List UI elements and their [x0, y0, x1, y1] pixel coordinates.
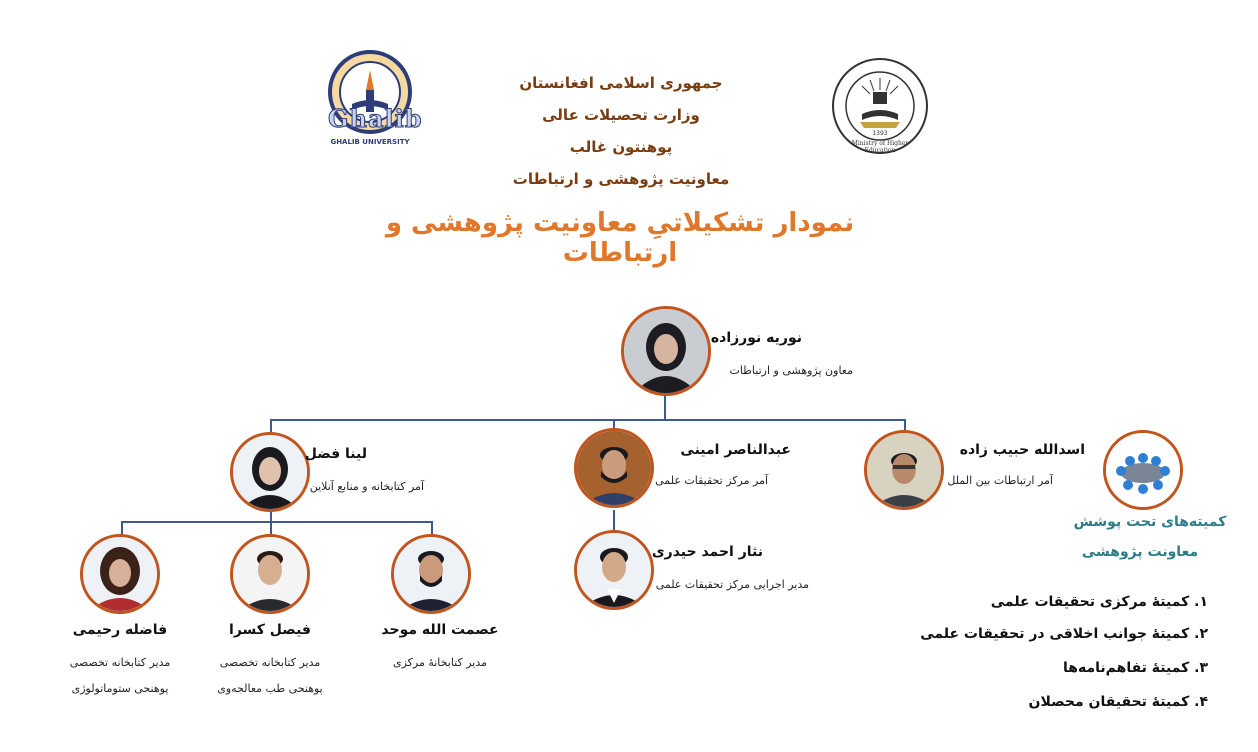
- connector-lina-drop: [270, 419, 272, 433]
- lina-name: لینا فضل: [304, 446, 367, 462]
- asadullah-role: آمر ارتباطات بین الملل: [947, 474, 1053, 487]
- nisar-photo: [574, 530, 654, 610]
- connector-esmat-drop: [431, 521, 433, 535]
- committees-title-2: معاونت پژوهشی: [1081, 544, 1199, 560]
- header-line-4: معاونیت پژوهشی و ارتباطات: [512, 170, 730, 188]
- ghalib-logo-text: Ghalib: [328, 104, 423, 133]
- committee-item: ۴. کمیتهٔ تحقیقان محصلان: [1028, 694, 1208, 710]
- header-line-2: وزارت تحصیلات عالی: [542, 106, 700, 124]
- head-role: معاون پژوهشی و ارتباطات: [729, 364, 853, 377]
- abdulnaser-name: عبدالناصر امینی: [680, 442, 791, 458]
- connector-faisal-drop: [270, 521, 272, 535]
- committee-item: ۲. کمیتهٔ جوانب اخلاقی در تحقیقات علمی: [920, 626, 1208, 642]
- faisal-role-2: پوهنحی طب معالجه‌وی: [217, 682, 323, 695]
- head-name: نوریه نورزاده: [710, 330, 802, 346]
- abdulnaser-role: آمر مرکز تحقیقات علمی: [655, 474, 768, 487]
- ghalib-logo-caption: GHALIB UNIVERSITY: [330, 138, 410, 146]
- esmat-name: عصمت الله موحد: [381, 622, 499, 638]
- connector-level2-bar: [121, 521, 433, 523]
- lina-role: آمر کتابخانه و منابع آنلاین: [309, 480, 424, 493]
- header-line-3: پوهنتون غالب: [569, 138, 673, 156]
- nisar-name: نثار احمد حیدری: [651, 544, 763, 560]
- lina-photo: [230, 432, 310, 512]
- faisal-photo: [230, 534, 310, 614]
- connector-head-down: [664, 394, 666, 420]
- esmat-role: مدیر کتابخانهٔ مرکزی: [392, 656, 488, 669]
- ministry-caption: Ministry of Higher Education: [851, 140, 909, 154]
- ghalib-university-logo: [322, 50, 423, 150]
- faisal-name: فیصل کسرا: [229, 622, 311, 638]
- committee-item: ۳. کمیتهٔ تفاهم‌نامه‌ها: [1063, 660, 1208, 676]
- committees-icon: [1103, 430, 1183, 510]
- connector-fazila-drop: [121, 521, 123, 535]
- esmat-photo: [391, 534, 471, 614]
- committee-item: ۱. کمیتهٔ مرکزی تحقیقات علمی: [990, 594, 1208, 610]
- nisar-role: مدیر اجرایی مرکز تحقیقات علمی: [655, 578, 809, 591]
- header-line-1: جمهوری اسلامی افغانستان: [519, 74, 723, 92]
- connector-abdulnaser-to-nisar: [613, 510, 615, 530]
- fazila-photo: [80, 534, 160, 614]
- fazila-name: فاضله رحیمی: [72, 622, 168, 638]
- fazila-role-1: مدیر کتابخانه تخصصی: [69, 656, 171, 669]
- fazila-role-2: پوهنحی ستوماتولوژی: [71, 682, 169, 695]
- committees-title-1: کمیته‌های تحت پوشش: [1073, 514, 1227, 530]
- chart-title: نمودار تشکیلاتیِ معاونیت پژوهشی و ارتباطات: [385, 208, 855, 268]
- abdulnaser-photo: [574, 428, 654, 508]
- connector-level1-bar: [270, 419, 906, 421]
- asadullah-name: اسدالله حبیب زاده: [959, 442, 1085, 458]
- asadullah-photo: [864, 430, 944, 510]
- ministry-year: 1393: [872, 130, 888, 137]
- ministry-logo: [830, 56, 930, 156]
- head-photo: [621, 306, 711, 396]
- faisal-role-1: مدیر کتابخانه تخصصی: [219, 656, 321, 669]
